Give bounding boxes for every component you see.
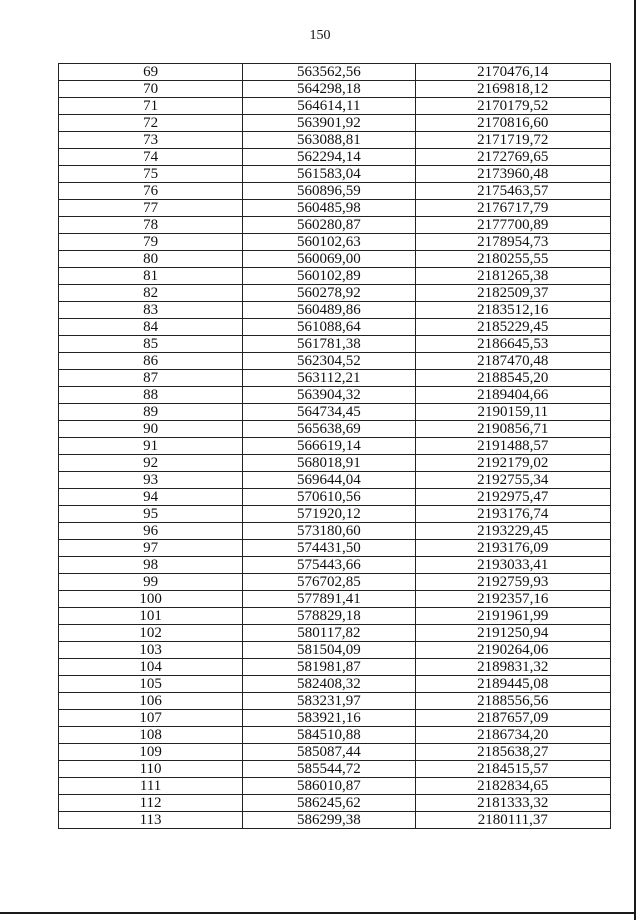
x-coordinate-cell: 563112,21	[243, 370, 415, 387]
y-coordinate-cell: 2178954,73	[415, 234, 610, 251]
point-number-cell: 79	[59, 234, 243, 251]
table-row	[59, 115, 611, 132]
y-coordinate-cell: 2180111,37	[415, 812, 610, 829]
point-number-cell: 73	[59, 132, 243, 149]
point-number-cell: 95	[59, 506, 243, 523]
table-row	[59, 591, 611, 608]
y-coordinate-cell: 2192975,47	[415, 489, 610, 506]
x-coordinate-cell: 574431,50	[243, 540, 415, 557]
point-number-cell: 109	[59, 744, 243, 761]
y-coordinate-cell: 2187657,09	[415, 710, 610, 727]
point-number-cell: 75	[59, 166, 243, 183]
x-coordinate-cell: 585544,72	[243, 761, 415, 778]
point-number-cell: 94	[59, 489, 243, 506]
point-number-cell: 86	[59, 353, 243, 370]
table-row	[59, 557, 611, 574]
x-coordinate-cell: 573180,60	[243, 523, 415, 540]
point-number-cell: 107	[59, 710, 243, 727]
table-row	[59, 472, 611, 489]
y-coordinate-cell: 2191488,57	[415, 438, 610, 455]
table-row	[59, 166, 611, 183]
y-coordinate-cell: 2176717,79	[415, 200, 610, 217]
table-row	[59, 251, 611, 268]
table-row	[59, 98, 611, 115]
y-coordinate-cell: 2186645,53	[415, 336, 610, 353]
point-number-cell: 112	[59, 795, 243, 812]
point-number-cell: 91	[59, 438, 243, 455]
y-coordinate-cell: 2193033,41	[415, 557, 610, 574]
x-coordinate-cell: 560485,98	[243, 200, 415, 217]
y-coordinate-cell: 2191250,94	[415, 625, 610, 642]
x-coordinate-cell: 560280,87	[243, 217, 415, 234]
y-coordinate-cell: 2189404,66	[415, 387, 610, 404]
y-coordinate-cell: 2190856,71	[415, 421, 610, 438]
coordinates-table-body	[59, 64, 611, 829]
point-number-cell: 102	[59, 625, 243, 642]
table-row	[59, 506, 611, 523]
x-coordinate-cell: 578829,18	[243, 608, 415, 625]
table-row	[59, 81, 611, 98]
y-coordinate-cell: 2192357,16	[415, 591, 610, 608]
y-coordinate-cell: 2190159,11	[415, 404, 610, 421]
table-row	[59, 302, 611, 319]
point-number-cell: 87	[59, 370, 243, 387]
x-coordinate-cell: 563904,32	[243, 387, 415, 404]
table-row	[59, 404, 611, 421]
point-number-cell: 93	[59, 472, 243, 489]
y-coordinate-cell: 2181265,38	[415, 268, 610, 285]
x-coordinate-cell: 586245,62	[243, 795, 415, 812]
point-number-cell: 110	[59, 761, 243, 778]
point-number-cell: 113	[59, 812, 243, 829]
x-coordinate-cell: 570610,56	[243, 489, 415, 506]
x-coordinate-cell: 560102,89	[243, 268, 415, 285]
table-row	[59, 217, 611, 234]
x-coordinate-cell: 575443,66	[243, 557, 415, 574]
point-number-cell: 105	[59, 676, 243, 693]
table-row	[59, 183, 611, 200]
table-row	[59, 353, 611, 370]
table-row	[59, 370, 611, 387]
x-coordinate-cell: 560278,92	[243, 285, 415, 302]
point-number-cell: 103	[59, 642, 243, 659]
point-number-cell: 72	[59, 115, 243, 132]
point-number-cell: 82	[59, 285, 243, 302]
y-coordinate-cell: 2181333,32	[415, 795, 610, 812]
point-number-cell: 69	[59, 64, 243, 81]
y-coordinate-cell: 2175463,57	[415, 183, 610, 200]
coordinates-table	[58, 63, 611, 829]
table-row	[59, 421, 611, 438]
table-row	[59, 540, 611, 557]
y-coordinate-cell: 2189445,08	[415, 676, 610, 693]
x-coordinate-cell: 560102,63	[243, 234, 415, 251]
x-coordinate-cell: 563901,92	[243, 115, 415, 132]
table-row	[59, 132, 611, 149]
point-number-cell: 88	[59, 387, 243, 404]
x-coordinate-cell: 576702,85	[243, 574, 415, 591]
point-number-cell: 70	[59, 81, 243, 98]
table-row	[59, 523, 611, 540]
y-coordinate-cell: 2188556,56	[415, 693, 610, 710]
point-number-cell: 90	[59, 421, 243, 438]
point-number-cell: 92	[59, 455, 243, 472]
x-coordinate-cell: 563562,56	[243, 64, 415, 81]
y-coordinate-cell: 2177700,89	[415, 217, 610, 234]
table-row	[59, 285, 611, 302]
x-coordinate-cell: 560896,59	[243, 183, 415, 200]
x-coordinate-cell: 586299,38	[243, 812, 415, 829]
y-coordinate-cell: 2182834,65	[415, 778, 610, 795]
table-row	[59, 744, 611, 761]
point-number-cell: 96	[59, 523, 243, 540]
y-coordinate-cell: 2186734,20	[415, 727, 610, 744]
y-coordinate-cell: 2185229,45	[415, 319, 610, 336]
table-row	[59, 778, 611, 795]
x-coordinate-cell: 581981,87	[243, 659, 415, 676]
y-coordinate-cell: 2170816,60	[415, 115, 610, 132]
x-coordinate-cell: 564298,18	[243, 81, 415, 98]
y-coordinate-cell: 2173960,48	[415, 166, 610, 183]
x-coordinate-cell: 586010,87	[243, 778, 415, 795]
y-coordinate-cell: 2192755,34	[415, 472, 610, 489]
y-coordinate-cell: 2187470,48	[415, 353, 610, 370]
table-row	[59, 676, 611, 693]
x-coordinate-cell: 582408,32	[243, 676, 415, 693]
x-coordinate-cell: 566619,14	[243, 438, 415, 455]
point-number-cell: 98	[59, 557, 243, 574]
x-coordinate-cell: 584510,88	[243, 727, 415, 744]
table-row	[59, 268, 611, 285]
y-coordinate-cell: 2183512,16	[415, 302, 610, 319]
table-row	[59, 625, 611, 642]
x-coordinate-cell: 564614,11	[243, 98, 415, 115]
table-row	[59, 149, 611, 166]
table-row	[59, 710, 611, 727]
point-number-cell: 101	[59, 608, 243, 625]
table-row	[59, 795, 611, 812]
y-coordinate-cell: 2170179,52	[415, 98, 610, 115]
x-coordinate-cell: 583921,16	[243, 710, 415, 727]
x-coordinate-cell: 560069,00	[243, 251, 415, 268]
x-coordinate-cell: 563088,81	[243, 132, 415, 149]
table-row	[59, 812, 611, 829]
table-row	[59, 693, 611, 710]
table-row	[59, 319, 611, 336]
table-row	[59, 64, 611, 81]
point-number-cell: 78	[59, 217, 243, 234]
y-coordinate-cell: 2191961,99	[415, 608, 610, 625]
table-row	[59, 642, 611, 659]
x-coordinate-cell: 560489,86	[243, 302, 415, 319]
point-number-cell: 83	[59, 302, 243, 319]
point-number-cell: 77	[59, 200, 243, 217]
point-number-cell: 74	[59, 149, 243, 166]
y-coordinate-cell: 2171719,72	[415, 132, 610, 149]
table-row	[59, 387, 611, 404]
point-number-cell: 80	[59, 251, 243, 268]
page-number: 150	[309, 28, 331, 43]
point-number-cell: 99	[59, 574, 243, 591]
table-row	[59, 234, 611, 251]
y-coordinate-cell: 2185638,27	[415, 744, 610, 761]
y-coordinate-cell: 2172769,65	[415, 149, 610, 166]
table-row	[59, 438, 611, 455]
point-number-cell: 84	[59, 319, 243, 336]
page-edge-right	[634, 0, 636, 920]
point-number-cell: 100	[59, 591, 243, 608]
point-number-cell: 106	[59, 693, 243, 710]
x-coordinate-cell: 569644,04	[243, 472, 415, 489]
x-coordinate-cell: 562294,14	[243, 149, 415, 166]
point-number-cell: 89	[59, 404, 243, 421]
y-coordinate-cell: 2189831,32	[415, 659, 610, 676]
y-coordinate-cell: 2193229,45	[415, 523, 610, 540]
table-row	[59, 574, 611, 591]
point-number-cell: 97	[59, 540, 243, 557]
x-coordinate-cell: 568018,91	[243, 455, 415, 472]
point-number-cell: 85	[59, 336, 243, 353]
y-coordinate-cell: 2192179,02	[415, 455, 610, 472]
point-number-cell: 108	[59, 727, 243, 744]
x-coordinate-cell: 583231,97	[243, 693, 415, 710]
x-coordinate-cell: 561781,38	[243, 336, 415, 353]
y-coordinate-cell: 2180255,55	[415, 251, 610, 268]
table-row	[59, 489, 611, 506]
x-coordinate-cell: 577891,41	[243, 591, 415, 608]
x-coordinate-cell: 562304,52	[243, 353, 415, 370]
y-coordinate-cell: 2182509,37	[415, 285, 610, 302]
table-row	[59, 761, 611, 778]
page-edge-bottom	[0, 912, 636, 914]
y-coordinate-cell: 2170476,14	[415, 64, 610, 81]
x-coordinate-cell: 585087,44	[243, 744, 415, 761]
y-coordinate-cell: 2193176,09	[415, 540, 610, 557]
x-coordinate-cell: 561088,64	[243, 319, 415, 336]
point-number-cell: 104	[59, 659, 243, 676]
point-number-cell: 81	[59, 268, 243, 285]
y-coordinate-cell: 2193176,74	[415, 506, 610, 523]
table-row	[59, 727, 611, 744]
point-number-cell: 76	[59, 183, 243, 200]
table-row	[59, 200, 611, 217]
y-coordinate-cell: 2188545,20	[415, 370, 610, 387]
point-number-cell: 111	[59, 778, 243, 795]
y-coordinate-cell: 2192759,93	[415, 574, 610, 591]
x-coordinate-cell: 565638,69	[243, 421, 415, 438]
x-coordinate-cell: 561583,04	[243, 166, 415, 183]
table-row	[59, 336, 611, 353]
table-row	[59, 608, 611, 625]
x-coordinate-cell: 581504,09	[243, 642, 415, 659]
table-row	[59, 659, 611, 676]
y-coordinate-cell: 2169818,12	[415, 81, 610, 98]
y-coordinate-cell: 2190264,06	[415, 642, 610, 659]
y-coordinate-cell: 2184515,57	[415, 761, 610, 778]
point-number-cell: 71	[59, 98, 243, 115]
x-coordinate-cell: 564734,45	[243, 404, 415, 421]
table-row	[59, 455, 611, 472]
x-coordinate-cell: 580117,82	[243, 625, 415, 642]
x-coordinate-cell: 571920,12	[243, 506, 415, 523]
